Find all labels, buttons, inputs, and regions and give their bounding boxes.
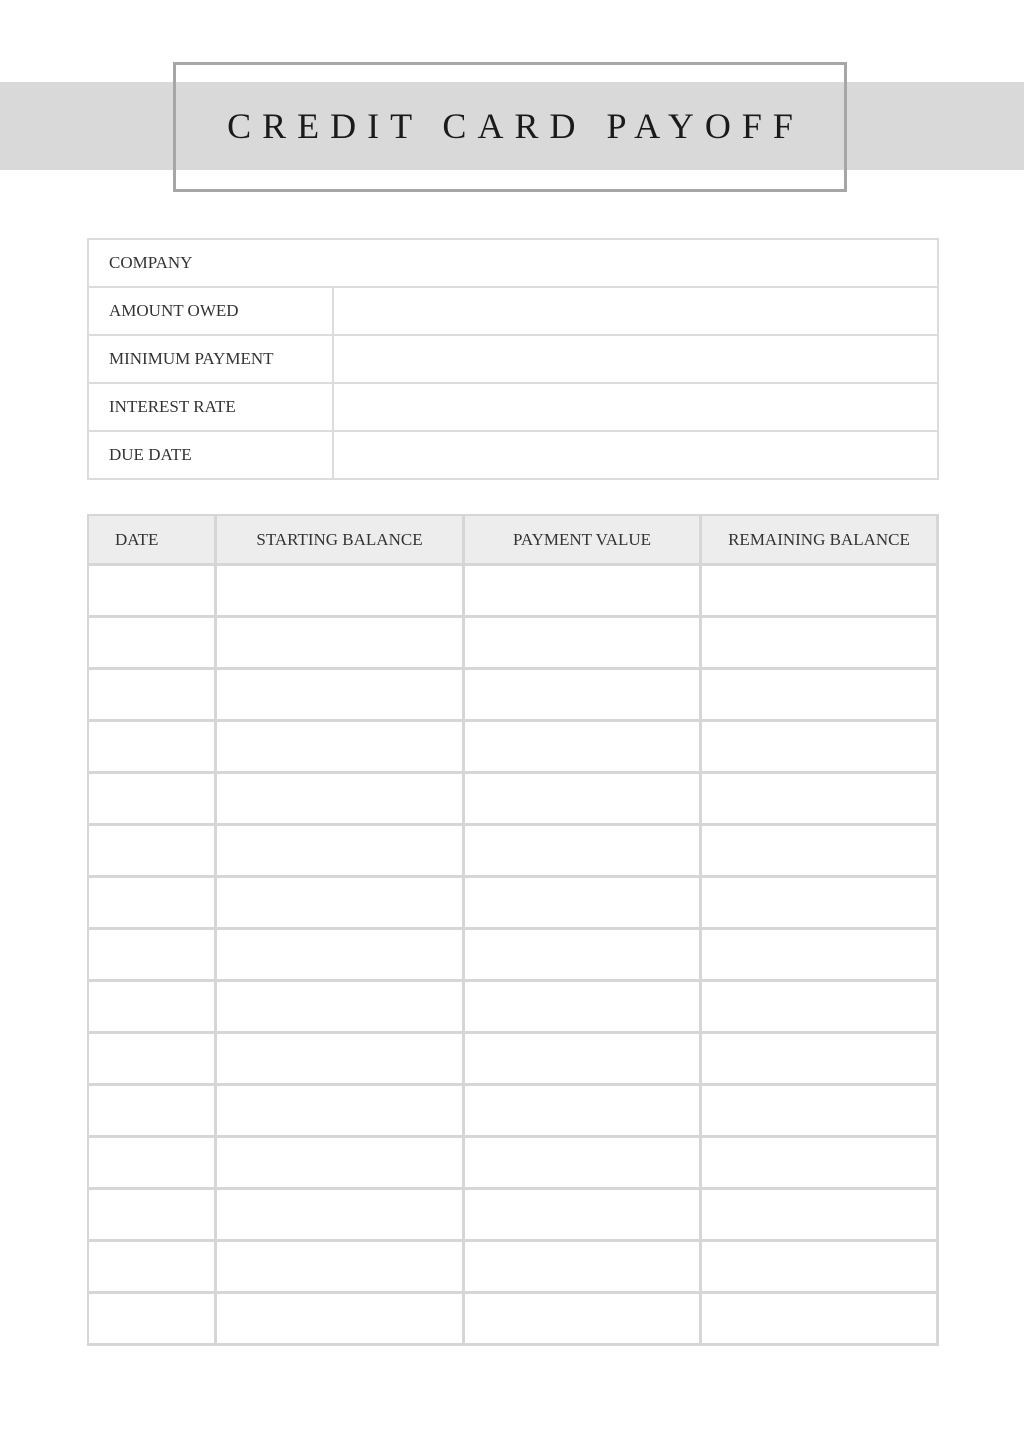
- date-cell[interactable]: [89, 1086, 217, 1138]
- remaining-balance-cell[interactable]: [702, 982, 939, 1034]
- company-field[interactable]: [88, 239, 938, 287]
- starting-balance-cell[interactable]: [217, 930, 465, 982]
- table-row: [89, 878, 939, 930]
- remaining-balance-cell[interactable]: [702, 1086, 939, 1138]
- table-row: [89, 618, 939, 670]
- info-row-company: [88, 239, 938, 287]
- remaining-balance-cell[interactable]: [702, 826, 939, 878]
- payment-value-cell[interactable]: [465, 930, 702, 982]
- date-cell[interactable]: [89, 1138, 217, 1190]
- payment-value-cell[interactable]: [465, 1086, 702, 1138]
- payment-value-cell[interactable]: [465, 982, 702, 1034]
- date-cell[interactable]: [89, 566, 217, 618]
- starting-balance-cell[interactable]: [217, 670, 465, 722]
- starting-balance-cell[interactable]: [217, 722, 465, 774]
- column-header-date: DATE: [89, 516, 217, 566]
- minimum-payment-label: MINIMUM PAYMENT: [88, 335, 333, 383]
- card-info-table: [87, 238, 939, 480]
- payment-value-cell[interactable]: [465, 1138, 702, 1190]
- table-row: [89, 1086, 939, 1138]
- starting-balance-cell[interactable]: [217, 826, 465, 878]
- starting-balance-cell[interactable]: [217, 566, 465, 618]
- remaining-balance-cell[interactable]: [702, 1034, 939, 1086]
- table-row: [89, 1294, 939, 1346]
- date-cell[interactable]: [89, 826, 217, 878]
- starting-balance-cell[interactable]: [217, 878, 465, 930]
- amount-owed-field[interactable]: [333, 287, 938, 335]
- payment-value-cell[interactable]: [465, 1190, 702, 1242]
- due-date-label: DUE DATE: [88, 431, 333, 479]
- date-cell[interactable]: [89, 1242, 217, 1294]
- interest-rate-field[interactable]: [333, 383, 938, 431]
- remaining-balance-cell[interactable]: [702, 774, 939, 826]
- table-row: [89, 1242, 939, 1294]
- starting-balance-cell[interactable]: [217, 1294, 465, 1346]
- info-row-minimum-payment: [88, 335, 938, 383]
- due-date-field[interactable]: [333, 431, 938, 479]
- table-row: [89, 774, 939, 826]
- table-row: [89, 1034, 939, 1086]
- table-row: [89, 826, 939, 878]
- date-cell[interactable]: [89, 722, 217, 774]
- payment-value-cell[interactable]: [465, 1242, 702, 1294]
- remaining-balance-cell[interactable]: [702, 930, 939, 982]
- payment-value-cell[interactable]: [465, 774, 702, 826]
- date-cell[interactable]: [89, 930, 217, 982]
- table-row: [89, 670, 939, 722]
- starting-balance-cell[interactable]: [217, 1086, 465, 1138]
- payment-log-body: [89, 566, 939, 1346]
- info-row-due-date: [88, 431, 938, 479]
- payment-value-cell[interactable]: [465, 1294, 702, 1346]
- date-cell[interactable]: [89, 1034, 217, 1086]
- remaining-balance-cell[interactable]: [702, 670, 939, 722]
- table-row: [89, 982, 939, 1034]
- table-row: [89, 566, 939, 618]
- remaining-balance-cell[interactable]: [702, 1138, 939, 1190]
- column-header-starting-balance: STARTING BALANCE: [217, 516, 465, 566]
- payment-value-cell[interactable]: [465, 566, 702, 618]
- company-label: COMPANY: [109, 253, 193, 272]
- column-header-payment-value: PAYMENT VALUE: [465, 516, 702, 566]
- remaining-balance-cell[interactable]: [702, 618, 939, 670]
- date-cell[interactable]: [89, 774, 217, 826]
- remaining-balance-cell[interactable]: [702, 1190, 939, 1242]
- date-cell[interactable]: [89, 878, 217, 930]
- remaining-balance-cell[interactable]: [702, 566, 939, 618]
- payment-value-cell[interactable]: [465, 618, 702, 670]
- page-title: CREDIT CARD PAYOFF: [227, 106, 804, 146]
- payment-value-cell[interactable]: [465, 826, 702, 878]
- minimum-payment-field[interactable]: [333, 335, 938, 383]
- starting-balance-cell[interactable]: [217, 982, 465, 1034]
- remaining-balance-cell[interactable]: [702, 1294, 939, 1346]
- table-row: [89, 930, 939, 982]
- date-cell[interactable]: [89, 670, 217, 722]
- column-header-remaining-balance: REMAINING BALANCE: [702, 516, 939, 566]
- info-row-amount-owed: [88, 287, 938, 335]
- table-row: [89, 1138, 939, 1190]
- starting-balance-cell[interactable]: [217, 1242, 465, 1294]
- table-row: [89, 722, 939, 774]
- starting-balance-cell[interactable]: [217, 774, 465, 826]
- date-cell[interactable]: [89, 982, 217, 1034]
- starting-balance-cell[interactable]: [217, 618, 465, 670]
- remaining-balance-cell[interactable]: [702, 878, 939, 930]
- starting-balance-cell[interactable]: [217, 1034, 465, 1086]
- payment-log-header-row: [89, 516, 939, 566]
- payment-value-cell[interactable]: [465, 670, 702, 722]
- starting-balance-cell[interactable]: [217, 1190, 465, 1242]
- starting-balance-cell[interactable]: [217, 1138, 465, 1190]
- interest-rate-label: INTEREST RATE: [88, 383, 333, 431]
- remaining-balance-cell[interactable]: [702, 722, 939, 774]
- remaining-balance-cell[interactable]: [702, 1242, 939, 1294]
- date-cell[interactable]: [89, 1190, 217, 1242]
- amount-owed-label: AMOUNT OWED: [88, 287, 333, 335]
- date-cell[interactable]: [89, 618, 217, 670]
- table-row: [89, 1190, 939, 1242]
- payment-log-table: [87, 514, 939, 1346]
- payment-value-cell[interactable]: [465, 878, 702, 930]
- payment-value-cell[interactable]: [465, 1034, 702, 1086]
- info-row-interest-rate: [88, 383, 938, 431]
- date-cell[interactable]: [89, 1294, 217, 1346]
- payment-value-cell[interactable]: [465, 722, 702, 774]
